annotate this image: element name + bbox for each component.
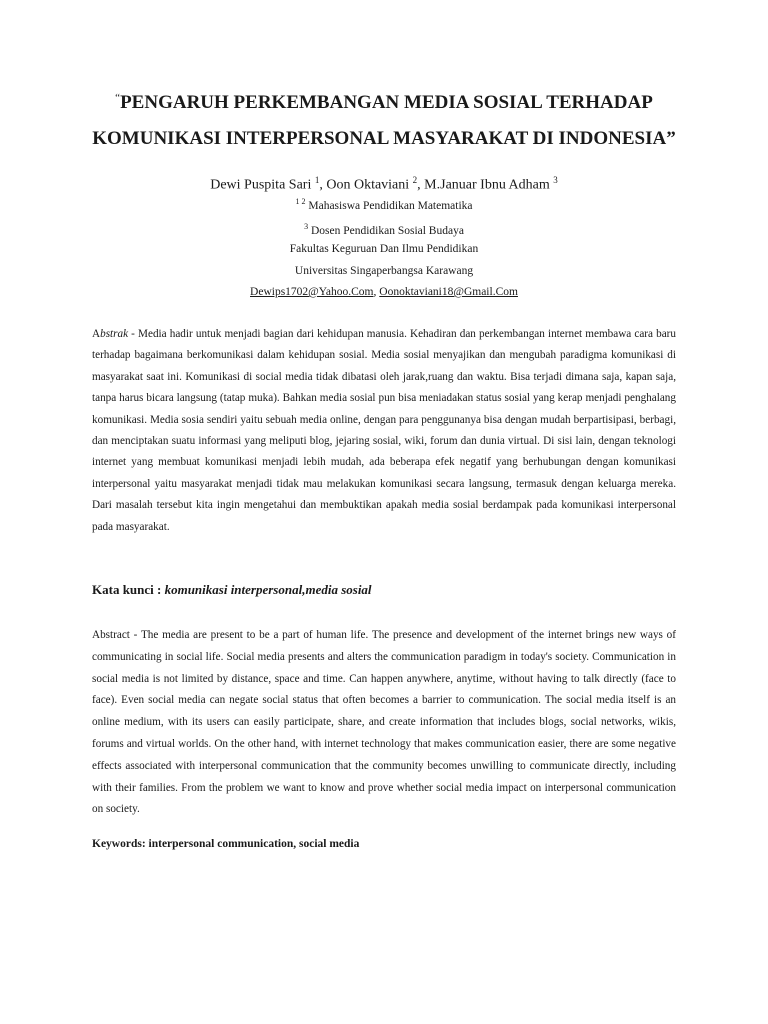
author-3-sup: 3	[553, 175, 558, 185]
kata-kunci-line	[92, 580, 676, 600]
university-line: Universitas Singaperbangsa Karawang	[294, 265, 474, 277]
author-1: Dewi Puspita Sari	[210, 177, 312, 193]
faculty-line: Fakultas Keguruan Dan Ilmu Pendidikan	[289, 243, 479, 255]
title-line-1	[60, 80, 708, 121]
abstrak-paragraph	[92, 324, 676, 538]
paper-title	[60, 80, 708, 157]
author-3: M.Januar Ibnu Adham	[424, 177, 550, 193]
affiliation-1-sup: 1 2	[295, 197, 306, 206]
abstract-english-paragraph: Abstract - The media are present to be a part of human life. The presence and development of the internet brings new ways of communicating in social life. Social media presents and alters the communication paradigm in today's society. Communication in social media is not limited by distance, space and time. Can happen anywhere, anytime, without having to talk directly (face to face). Even social media can negate social status that often becomes a barrier to communication. The social media itself is an online medium, with its users can easily participate, share, and create information that includes blogs, social networks, wikis, forums and virtual worlds. On the other hand, with internet technology that makes communication easier, there are some negative effects associated with interpersonal communication that the community becomes unwilling to communicate directly, including with their families. From the problem we want to know and prove whether social media impact on interpersonal communication on society.	[92, 629, 676, 816]
kata-kunci-label: Kata kunci :	[92, 582, 165, 597]
affiliation-1-text: Mahasiswa Pendidikan Matematika	[308, 199, 473, 212]
email-link-2[interactable]: Oonoktaviani18@Gmail.Com	[379, 286, 518, 298]
author-2: Oon Oktaviani	[326, 177, 410, 193]
keywords-line: Keywords: interpersonal communication, social media	[92, 838, 360, 850]
title-open-quote: “	[115, 92, 121, 104]
abstrak-label-rest: bstrak	[100, 328, 129, 340]
abstrak-label-a: A	[92, 328, 101, 340]
abstrak-body: - Media hadir untuk menjadi bagian dari kehidupan manusia. Kehadiran dan perkembangan internet membawa cara baru terhadap bagaimana berkomunikasi dalam kehidupan sosial. Media sosial menyajikan dan mengubah paradigma komunikasi di masyarakat saat ini. Komunikasi di social media tidak dibatasi oleh jarak,ruang dan waktu. Bisa terjadi dimana saja, kapan saja, tanpa harus bicara langsung (tatap muka). Bahkan media sosial pun bisa meniadakan status sosial yang kerap menjadi penghalang komunikasi. Media sosia sendiri yaitu sebuah media online, dengan para penggunanya bisa dengan mudah berpartisipasi, berbagi, dan menciptakan suatu informasi yang meliputi blog, jejaring sosial, wiki, forum dan dunia virtual. Di sisi lain, dengan teknologi internet yang membuat komunikasi menjadi lebih mudah, ada beberapa efek negatif yang berhubungan dengan komunikasi interpersonal yaitu masyarakat menjadi tidak mau melakukan komunikasi secara langsung, termasuk dengan keluarga mereka. Dari masalah tersebut kita ingin mengetahui dan membuktikan apakah media sosial berdampak pada komunikasi interpersonal pada masyarakat.	[92, 328, 676, 533]
author-2-sup: 2	[412, 175, 418, 185]
email-line: Dewips1702@Yahoo.Com, Oonoktaviani18@Gmail.Com	[250, 286, 518, 298]
affiliation-2-text: Dosen Pendidikan Sosial Budaya	[310, 224, 464, 237]
affiliation-2-sup: 3	[304, 222, 309, 231]
affiliation-2	[0, 219, 768, 239]
title-line-1-text: PENGARUH PERKEMBANGAN MEDIA SOSIAL TERHADAP	[120, 92, 653, 113]
affiliation-1	[0, 194, 768, 214]
author-line: Dewi Puspita Sari $^1$, Oon Oktaviani $^2$, M.Januar Ibnu Adham $^3$	[210, 175, 558, 193]
email-link-1[interactable]: Dewips1702@Yahoo.Com	[250, 286, 374, 298]
author-1-sup: 1	[314, 175, 320, 185]
title-line-2: KOMUNIKASI INTERPERSONAL MASYARAKAT DI INDONESIA”	[92, 128, 676, 149]
kata-kunci-value: komunikasi interpersonal,media sosial	[164, 582, 372, 597]
